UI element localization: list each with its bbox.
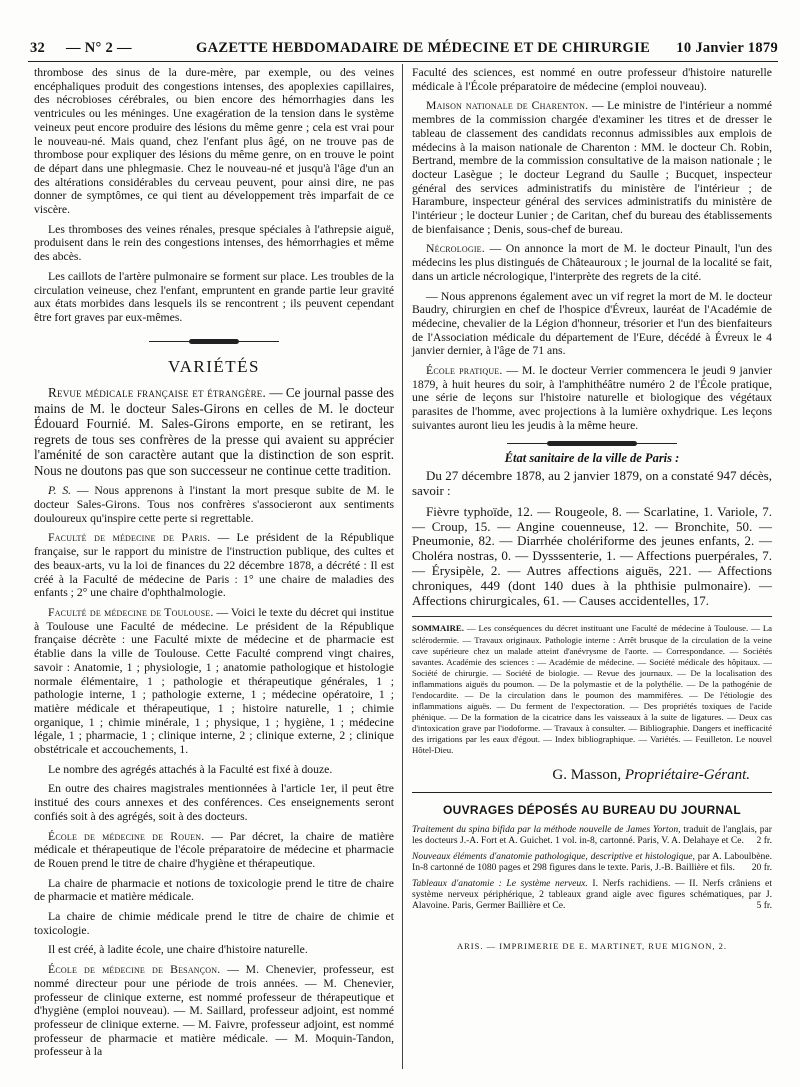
etat-sanitaire-title: État sanitaire de la ville de Paris :	[504, 450, 680, 465]
signature-role: Propriétaire-Gérant.	[624, 766, 750, 783]
paragraph-necrologie-baudry: — Nous apprenons également avec un vif regret la mort de M. le docteur Baudry, chirurgien en chef de l'hospice d'Évreux, lauréat de l'Académie de médecine, chevalier de la Légion d'honneur, trésorier et l'un des bienfaiteurs de l'Association médicale du département de l'Eure, décédé à Évreux le 4 janvier dernier, à l'âge de 71 ans.	[412, 289, 772, 358]
news-item-faculte-paris	[34, 531, 394, 600]
ouvrage-title: Tableaux d'anatomie : Le système nerveux.	[412, 877, 588, 889]
etat-sanitaire-intro: Du 27 décembre 1878, au 2 janvier 1879, on a constaté 947 décès, savoir :	[412, 468, 772, 499]
etat-sanitaire-list: Fièvre typhoïde, 12. — Rougeole, 8. — Scarlatine, 1. Variole, 7. — Croup, 15. — Angine couenneuse, 12. — Bronchite, 50. — Pneumonie, 82. — Diarrhée cholériforme des jeunes enfants, 2. — Choléra nostras, 0. — Dysssenterie, 1. — Affections puerpérales, 7. — Érysipèle, 2. — Autres affections aiguës, 221. — Affections chroniques, 449 (dont 140 dues à la phthisie pulmonaire). — Affections chirurgicales, 61. — Causes accidentelles, 17.	[412, 503, 772, 608]
issue-number: — N° 2 —	[66, 40, 132, 56]
section-heading-varietes: VARIÉTÉS	[168, 356, 260, 376]
item-lead: Faculté de médecine de Paris.	[48, 531, 211, 545]
item-body: — Le président de la République française, sur le rapport du ministre de l'instruction publique, des cultes et des beaux-arts, vu la loi de finances du 22 décembre 1878, a décrété : Il est créé à la Faculté de médecine de Paris : 1° une chaire de maladies des enfants ; 2° une chaire d'ophthalmologie.	[34, 531, 394, 600]
item-body: — M. Chenevier, professeur, est nommé directeur pour une période de trois années. — M. Chenevier, professeur de clinique externe, est nommé professeur de thérapeutique et d'hygiène (emploi nouveau). — M. Saillard, professeur adjoint, est nommé professeur de clinique externe. — M. Faivre, professeur adjoint, est nommé professeur de pharmacie et matière médicale. — M. Moquin-Tandon, professeur à la	[34, 963, 394, 1059]
article-continuation: thrombose des sinus de la dure-mère, par exemple, ou des veines encéphaliques produit des congestions intenses, des apoplexies capillaires, des nécrobioses cérébrales, ou bien encore des hémorrhagies dans les ventricules ou les méninges. Une exagération de la tension dans le système veineux peut encore produire des lésions du même genre ; cela est vrai pour le nouveau-né. Mais quand, chez l'enfant plus âgé, on ne trouve pas de thrombose pour expliquer des lésions du même genre, on en trouve le point de départ dans une phlegmasie. Chez le nouveau-né et jusqu'à l'âge d'un an des altérations considérables du cerveau peuvent, pour ainsi dire, ne pas donner de symptômes, ce qui tient au développement très imparfait de ce viscère.	[34, 66, 394, 217]
paragraph-rouen-histoire: Il est créé, à ladite école, une chaire d'histoire naturelle.	[48, 943, 308, 957]
paragraph-rouen-chimie: La chaire de chimie médicale prend le titre de chaire de chimie et toxicologie.	[34, 910, 394, 937]
item-lead: P. S.	[48, 484, 72, 498]
ouvrage-price: 2 fr.	[756, 835, 772, 847]
sommaire-label: SOMMAIRE.	[412, 623, 464, 634]
news-item-ecole-besancon	[34, 963, 394, 1059]
ouvrage-title: Nouveaux éléments d'anatomie pathologique, descriptive et histologique,	[412, 850, 695, 862]
journal-title: GAZETTE HEBDOMADAIRE DE MÉDECINE ET DE CHIRURGIE	[196, 40, 651, 56]
ouvrage-price: 20 fr.	[751, 862, 772, 874]
paragraph-renal-thrombosis: Les thromboses des veines rénales, presque spéciales à l'athrepsie aiguë, produisent dans le rein des congestions intenses, des hémorrhagies et même des abcès.	[34, 222, 394, 264]
item-body: — Le ministre de l'intérieur a nommé membres de la commission chargée d'examiner les titres et de dresser le tableau de classement des candidats reconnus admissibles aux emplois de médecins à la maison nationale de Charenton : MM. le docteur Ch. Robin, Bertrand, membre de la commission consultative de la maison nationale ; le docteur Lasègue ; le docteur Legrand du Saulle ; Bucquet, inspecteur général des services administratifs du ministère de l'intérieur ; de Harambure, inspecteur général des services administratifs du ministère de l'intérieur ; le docteur Lunier ; de Caritan, chef du bureau des établissements de bienfaisance ; Denis, sous-chef de bureau.	[412, 99, 772, 236]
page-number: 32	[30, 40, 46, 56]
paragraph-toulouse-agreges: Le nombre des agrégés attachés à la Faculté est fixé à douze.	[48, 762, 333, 776]
ornament-divider	[149, 339, 279, 344]
item-body: — Nous apprenons à l'instant la mort presque subite de M. le docteur Sales-Girons. Tous nos confrères s'associeront aux sentiments douloureux qu'inspire cette perte si regrettable.	[34, 484, 394, 525]
paragraph-pulmonary-clots: Les caillots de l'artère pulmonaire se forment sur place. Les troubles de la circulation veineuse, chez l'enfant, empruntent en grande partie leur gravité aux états morbides dans lesquels ils se rencontrent ; ils peuvent cependant être fort graves par eux-mêmes.	[34, 269, 394, 324]
ouvrage-item	[412, 878, 772, 912]
news-item-faculte-toulouse	[34, 606, 394, 757]
right-column	[412, 66, 772, 954]
item-lead: École pratique.	[426, 364, 503, 378]
left-column	[34, 66, 394, 1065]
ouvrage-text: traduit de l'anglais, par les docteurs J.-A. Fort et A. Guichet. 1 vol. in-8, cartonné. Paris, V. A. Delahaye et Ce.	[412, 823, 772, 847]
signature-line	[412, 766, 750, 783]
paragraph-toulouse-cours: En outre des chaires magistrales mentionnées à l'article 1er, il peut être institué des cours annexes et des conférences. Ces enseignements seront confiés soit à des agrégés, soit à des docteurs.	[34, 782, 394, 823]
ouvrage-title: Traitement du spina bifida par la méthode nouvelle de James Yorton,	[412, 823, 681, 835]
signature-name: G. Masson,	[552, 766, 622, 783]
ouvrage-text: par A. Laboulbène. In-8 cartonné de 1080 pages et 298 figures dans le texte. Paris, J.-B. Baillière et fils.	[412, 850, 772, 874]
news-item-ecole-pratique	[412, 364, 772, 433]
item-lead: Maison nationale de Charenton.	[426, 99, 589, 113]
printer-imprint: ARIS. — IMPRIMERIE DE E. MARTINET, RUE MIGNON, 2.	[456, 940, 728, 951]
news-item-ps	[34, 484, 394, 525]
besancon-continuation: Faculté des sciences, est nommé en outre professeur d'histoire naturelle médicale à l'École préparatoire de médecine (emploi nouveau).	[412, 66, 772, 93]
item-lead: Nécrologie.	[426, 242, 485, 256]
news-item-necrologie	[412, 242, 772, 283]
sommaire-box	[412, 616, 772, 756]
item-body: — M. le docteur Verrier commencera le jeudi 9 janvier 1879, à huit heures du soir, à l'amphithéâtre numéro 2 de l'École pratique, une série de leçons sur l'histoire naturelle et biologique des végétaux parasites de l'homme, avec projections à la lumière oxhydrique. Les leçons suivantes auront lieu les jeudis à la même heure.	[412, 364, 772, 432]
ouvrage-item	[412, 851, 772, 874]
ouvrage-text: I. Nerfs rachidiens. — II. Nerfs crâniens et système nerveux périphérique, 2 tableaux grand aigle avec figures schématiques, par J. Alavoine. Paris, Germer Baillière et Ce.	[412, 877, 772, 912]
item-body: — Voici le texte du décret qui institue à Toulouse une Faculté de médecine. Le président de la République française décrète : une Faculté mixte de médecine et de pharmacie est établie dans la ville de Toulouse. Cette Faculté comprend vingt chaires, savoir : Anatomie, 1 ; physiologie, 1 ; anatomie pathologique et histologie normale élémentaire, 1 ; pathologie et thérapeutique générales, 1 ; pathologie interne, 1 ; pathologie externe, 1 ; médecine opératoire, 1 ; matière médicale et thérapeutique, 1 ; histoire naturelle, 1 ; chimie organique, 1 ; chimie minérale, 1 ; physique, 1 ; hygiène, 1 ; médecine légale, 1 ; pharmacie, 1 ; clinique interne, 2 ; clinique externe, 2 ; clinique obstétricale et accouchements, 1.	[34, 605, 394, 757]
news-item-ecole-rouen	[34, 830, 394, 871]
ouvrage-price: 5 fr.	[756, 900, 772, 912]
ouvrages-title: OUVRAGES DÉPOSÉS AU BUREAU DU JOURNAL	[442, 803, 742, 818]
paragraph-rouen-pharmacie: La chaire de pharmacie et notions de toxicologie prend le titre de chaire de pharmacie et matière médicale.	[34, 876, 394, 904]
item-lead: Faculté de médecine de Toulouse.	[48, 605, 214, 619]
issue-date: 10 Janvier 1879	[676, 40, 778, 56]
running-header	[28, 40, 778, 58]
item-body: — On annonce la mort de M. le docteur Pinault, l'un des médecins les plus distingués de Châteauroux ; le journal de la localité se fait, dans un article nécrologique, l'interprète des regrets de la cité.	[412, 242, 772, 283]
item-lead: École de médecine de Rouen.	[48, 829, 205, 843]
item-lead: École de médecine de Besançon.	[48, 963, 221, 977]
ouvrages-section	[412, 792, 772, 912]
header-rule	[28, 61, 778, 62]
column-divider	[402, 64, 403, 1069]
ouvrage-item	[412, 824, 772, 847]
item-body: — Ce journal passe des mains de M. le docteur Sales-Girons en celles de M. le docteur Édouard Fournié. M. Sales-Girons emporte, en se retirant, les regrets de tous ses confrères de la presse qui avaient su apprécier l'aménité de son caractère autant que la distinction de son esprit. Nous ne doutons pas que son successeur ne continue cette tradition.	[34, 385, 394, 478]
ornament-divider	[507, 441, 677, 446]
item-body: — Par décret, la chaire de matière médicale et thérapeutique de l'école préparatoire de médecine et pharmacie de Rouen prend le titre de chaire d'hygiène et thérapeutique.	[34, 829, 394, 870]
news-item-charenton	[412, 99, 772, 236]
item-lead: Revue médicale française et étrangère.	[48, 385, 266, 401]
news-item-revue-medicale	[34, 385, 394, 478]
sommaire-text: — Les conséquences du décret instituant une Faculté de médecine à Toulouse. — La sclérodermie. — Travaux originaux. Pathologie interne : Arrêt brusque de la circulation de la veine cave supérieure chez un malade atteint d'anévrysme de l'aorte. — Correspondance. — Sociétés savantes. Académie des sciences : — Académie de médecine. — Société médicale des hôpitaux. — Société de chirurgie. — Société de biologie. — Revue des journaux. — De la localisation des inflammations aiguës du poumon. — De la polymastie et de la polythélie. — De la pathogénie de l'endocardite. — De la circulation dans le poumon des mammifères. — De l'étiologie des inflammations aiguës. — Du ferment de l'expectoration. — Des propriétés toxiques de l'acide phénique. — De la formation de la cicatrice dans les vaisseaux à la suite de ligatures. — Deux cas d'intoxication grave par l'iodoforme. — Travaux à consulter. — Bibliographie. Dangers et inefficacité des irrigations par les eaux d'égout. — Index bibliographique. — Variétés. — Feuilleton. Le nouvel Hôtel-Dieu.	[412, 623, 772, 756]
